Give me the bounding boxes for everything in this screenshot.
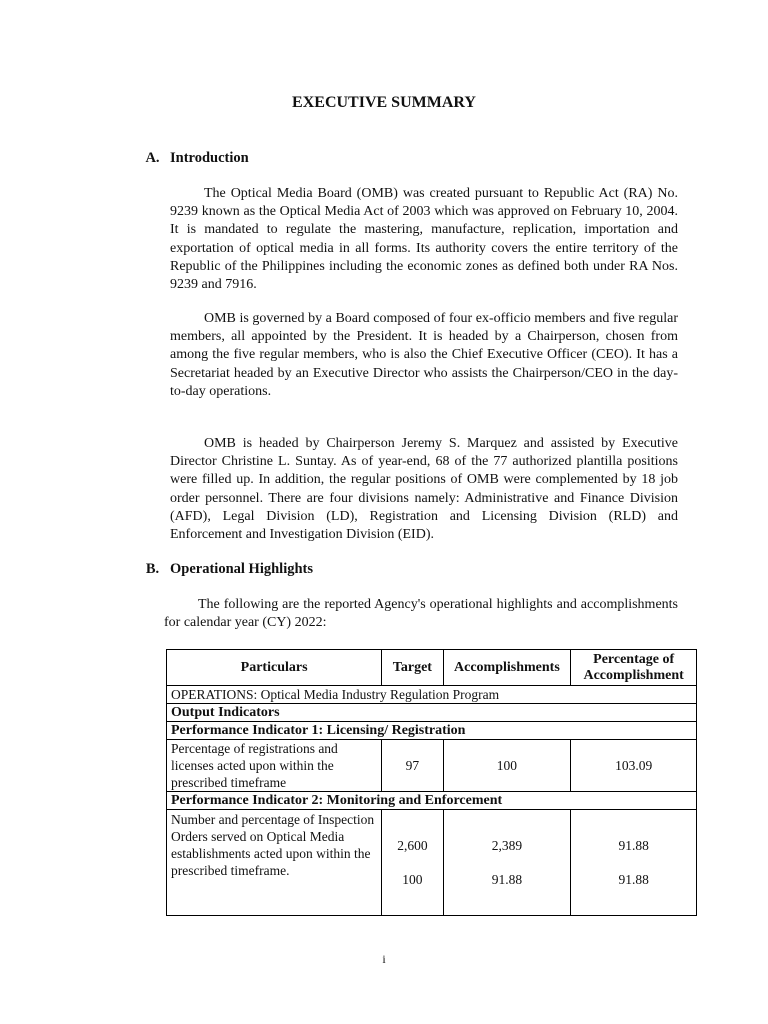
pi1-particulars: Percentage of registrations and licenses acted upon within the prescribed timeframe [167, 740, 382, 792]
table-row [167, 792, 697, 810]
page-title: EXECUTIVE SUMMARY [292, 94, 476, 111]
operations-row: OPERATIONS: Optical Media Industry Regulation Program [167, 686, 697, 704]
pi2-percentage [571, 810, 697, 916]
pi2-target-count: 2,600 [397, 838, 428, 853]
pi2-accomplishments-percent: 91.88 [491, 872, 523, 887]
pi2-particulars: Number and percentage of Inspection Orders served on Optical Media establishments acted upon within the prescribed timeframe. [167, 810, 382, 916]
header-target: Target [382, 650, 443, 686]
pi1-percentage: 103.09 [571, 740, 697, 792]
table-row [167, 810, 697, 916]
header-percentage [571, 650, 697, 686]
spacer [386, 854, 438, 871]
table-row [167, 704, 697, 722]
pi2-percentage-percent: 91.88 [618, 872, 649, 887]
output-indicators-row: Output Indicators [167, 704, 697, 722]
performance-table [166, 649, 697, 916]
intro-paragraph-3: OMB is headed by Chairperson Jeremy S. Marquez and assisted by Executive Director Christine L. Suntay. As of year-end, 68 of the 77 authorized plantilla positions were filled up. In addition, the regular positions of OMB were complemented by 18 job order personnel. There are four divisions namely: Administrative and Finance Division (AFD), Legal Division (LD), Registration and Licensing Division (RLD) and Enforcement and Investigation Division (EID). [170, 436, 678, 543]
section-a-title: Introduction [170, 150, 249, 166]
section-a-heading [135, 150, 249, 167]
pi2-accomplishments [443, 810, 571, 916]
pi2-target-percent: 100 [402, 872, 423, 887]
page-number: i [382, 952, 386, 966]
pi2-heading-row: Performance Indicator 2: Monitoring and Enforcement [167, 792, 697, 810]
table-row [167, 686, 697, 704]
intro-paragraph-1: The Optical Media Board (OMB) was created pursuant to Republic Act (RA) No. 9239 known as the Optical Media Act of 2003 which was approved on February 10, 2004. It is mandated to regulate the mastering, manufacture, replication, importation and exportation of optical media in all forms. Its authority covers the entire territory of the Republic of the Philippines including the economic zones as defined both under RA Nos. 9239 and 7916. [170, 186, 678, 293]
pi1-heading-row: Performance Indicator 1: Licensing/ Registration [167, 722, 697, 740]
pi1-target: 97 [382, 740, 443, 792]
header-percentage-line1: Percentage of [593, 651, 675, 667]
spacer [575, 854, 692, 871]
pi1-accomplishments: 100 [443, 740, 571, 792]
section-b-number: B. [145, 561, 160, 577]
table-row [167, 740, 697, 792]
pi2-percentage-count: 91.88 [618, 838, 649, 853]
section-a-number: A. [145, 150, 160, 166]
spacer [448, 854, 567, 871]
table-header-row [167, 650, 697, 686]
header-particulars: Particulars [167, 650, 382, 686]
section-b-heading [135, 561, 313, 578]
pi2-accomplishments-count: 2,389 [491, 838, 523, 853]
operational-intro-paragraph: The following are the reported Agency's operational highlights and accomplishments for calendar year (CY) 2022: [164, 597, 678, 631]
pi2-target [382, 810, 443, 916]
intro-paragraph-2: OMB is governed by a Board composed of four ex-officio members and five regular members, all appointed by the President. It is headed by a Chairperson, chosen from among the five regular members, who is also the Chief Executive Officer (CEO). It has a Secretariat headed by an Executive Director who assists the Chairperson/CEO in the day-to-day operations. [170, 311, 678, 399]
table-row [167, 722, 697, 740]
header-percentage-line2: Accomplishment [583, 667, 684, 683]
header-accomplishments: Accomplishments [443, 650, 571, 686]
section-b-title: Operational Highlights [170, 561, 314, 577]
